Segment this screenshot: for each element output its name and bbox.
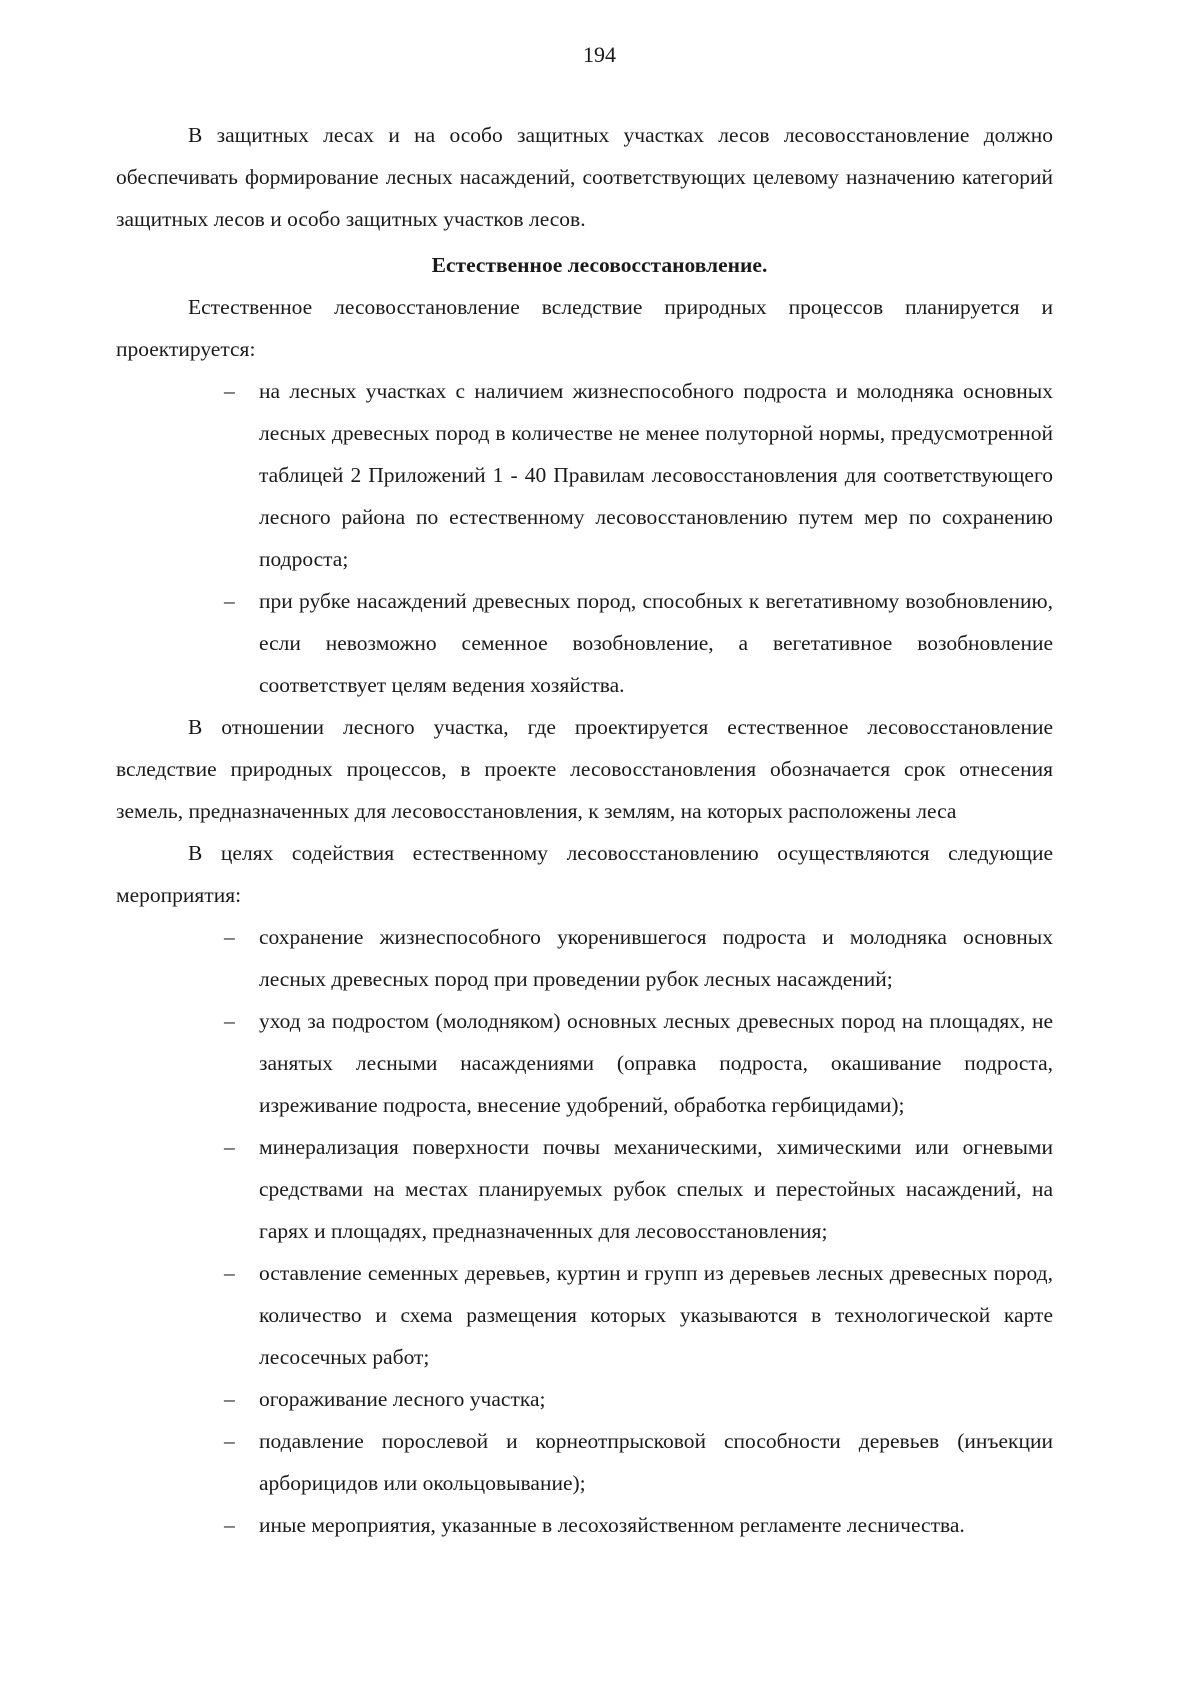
list-item-text: на лесных участках с наличием жизнеспособного подроста и молодняка основных лесных древесных пород в количестве не менее полуторной нормы, предусмотренной таблицей 2 Приложений 1 - 40 Правилам лесовосстановления для соответствующего лесного района по естественному лесовосстановлению путем мер по сохранению подроста;	[259, 379, 1053, 571]
list-item-text: сохранение жизнеспособного укоренившегося подроста и молодняка основных лесных древесных пород при проведении рубок лесных насаждений;	[259, 925, 1053, 991]
bullet-dash: –	[224, 379, 235, 403]
page-number: 194	[583, 42, 616, 67]
list-item	[224, 916, 1053, 1000]
intro-paragraph: В защитных лесах и на особо защитных участках лесов лесовосстановление должно обеспечивать формирование лесных насаждений, соответствующих целевому назначению категорий защитных лесов и особо защитных участков лесов.	[116, 123, 1053, 231]
list-item	[224, 1252, 1053, 1378]
list-item	[224, 1378, 1053, 1420]
list-item	[224, 1126, 1053, 1252]
list-item	[224, 1504, 1053, 1546]
list-item-text: подавление порослевой и корнеотпрысковой способности деревьев (инъекции арборицидов или окольцовывание);	[259, 1429, 1053, 1495]
bullet-dash: –	[224, 1009, 235, 1033]
bullet-dash: –	[224, 589, 235, 613]
list-item-text: при рубке насаждений древесных пород, способных к вегетативному возобновлению, если невозможно семенное возобновление, а вегетативное возобновление соответствует целям ведения хозяйства.	[259, 589, 1053, 697]
relation-paragraph: В отношении лесного участка, где проектируется естественное лесовосстановление вследствие природных процессов, в проекте лесовосстановления обозначается срок отнесения земель, предназначенных для лесовосстановления, к землям, на которых расположены леса	[116, 715, 1053, 823]
section-heading: Естественное лесовосстановление.	[431, 253, 768, 277]
list-item-text: минерализация поверхности почвы механическими, химическими или огневыми средствами на местах планируемых рубок спелых и перестойных насаждений, на гарях и площадях, предназначенных для лесовосстановления;	[259, 1135, 1053, 1243]
list-item	[224, 580, 1053, 706]
bullet-dash: –	[224, 1135, 235, 1159]
list-item	[224, 370, 1053, 580]
natural-regeneration-list	[116, 370, 1053, 706]
assistance-measures-list	[116, 916, 1053, 1546]
natural-intro-paragraph: Естественное лесовосстановление вследствие природных процессов планируется и проектируется:	[116, 295, 1053, 361]
list-item-text: огораживание лесного участка;	[259, 1387, 546, 1411]
list-item-text: иные мероприятия, указанные в лесохозяйственном регламенте лесничества.	[259, 1513, 965, 1537]
list-item-text: оставление семенных деревьев, куртин и групп из деревьев лесных древесных пород, количество и схема размещения которых указываются в технологической карте лесосечных работ;	[259, 1261, 1053, 1369]
assistance-intro-paragraph: В целях содействия естественному лесовосстановлению осуществляются следующие мероприятия:	[116, 841, 1053, 907]
bullet-dash: –	[224, 1261, 235, 1285]
bullet-dash: –	[224, 1429, 235, 1453]
list-item-text: уход за подростом (молодняком) основных лесных древесных пород на площадях, не занятых лесными насаждениями (оправка подроста, окашивание подроста, изреживание подроста, внесение удобрений, обработка гербицидами);	[259, 1009, 1053, 1117]
bullet-dash: –	[224, 1513, 235, 1537]
list-item	[224, 1000, 1053, 1126]
list-item	[224, 1420, 1053, 1504]
bullet-dash: –	[224, 1387, 235, 1411]
bullet-dash: –	[224, 925, 235, 949]
